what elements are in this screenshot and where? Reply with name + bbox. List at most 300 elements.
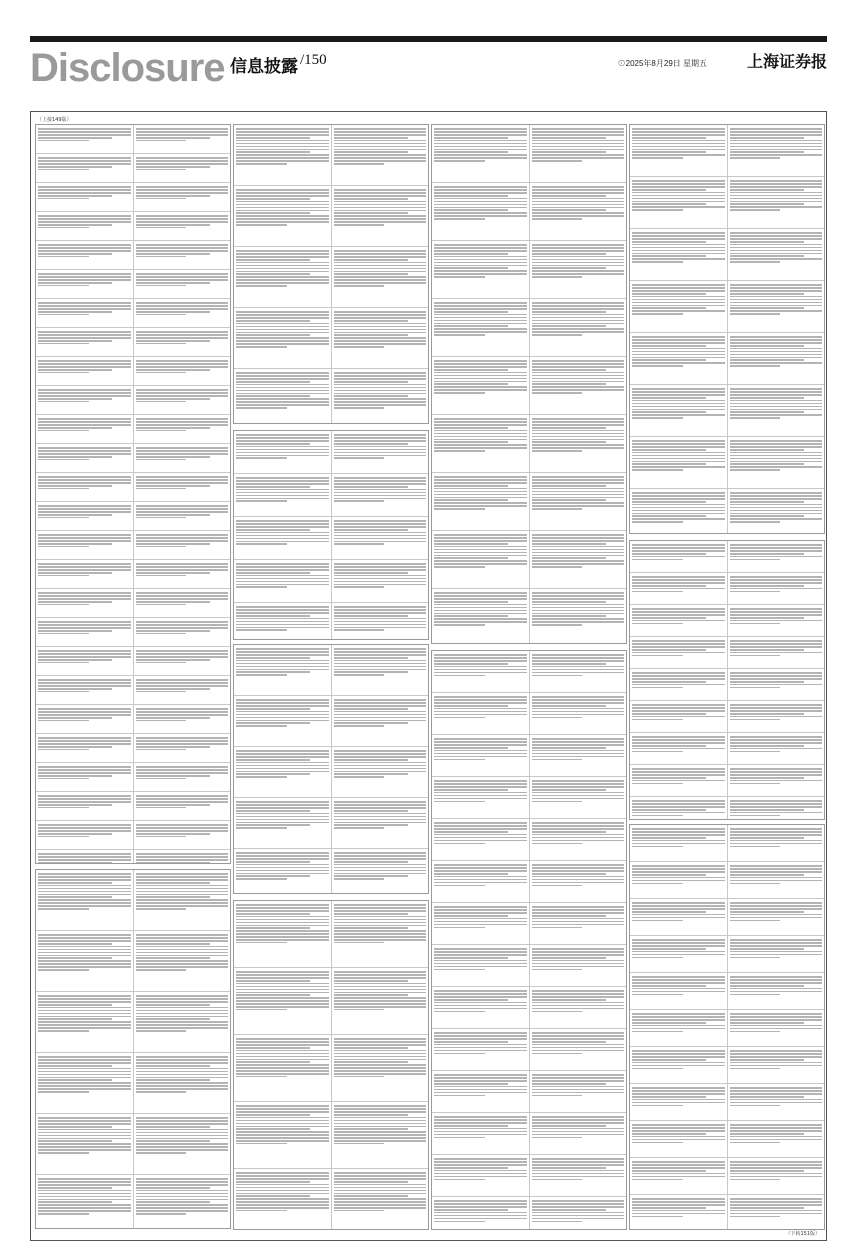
- text-line: [434, 552, 527, 554]
- text-line: [632, 1167, 725, 1169]
- text-line: [532, 273, 625, 275]
- text-line: [236, 855, 329, 857]
- text-line: [632, 365, 683, 367]
- text-line: [730, 1059, 804, 1061]
- text-line: [136, 653, 229, 655]
- text-line: [38, 285, 89, 287]
- text-line: [136, 1117, 229, 1119]
- text-line: [632, 290, 725, 292]
- table-cell: [432, 903, 529, 944]
- text-line: [136, 888, 229, 890]
- table-row: [630, 825, 824, 862]
- text-line: [334, 1190, 427, 1192]
- text-line: [334, 705, 427, 707]
- section-title: 信息披露: [230, 57, 298, 76]
- table-row: [36, 589, 230, 618]
- text-line: [730, 834, 823, 836]
- table-cell: [630, 637, 727, 668]
- table-cell: [36, 212, 133, 240]
- text-line: [532, 244, 625, 246]
- text-line: [730, 501, 804, 503]
- text-line: [136, 282, 210, 284]
- table-cell: [727, 797, 825, 820]
- text-line: [532, 198, 625, 200]
- text-line: [334, 768, 427, 770]
- text-line: [136, 517, 187, 519]
- text-line: [434, 909, 527, 911]
- text-line: [532, 320, 625, 322]
- text-line: [434, 783, 527, 785]
- text-line: [38, 955, 131, 957]
- table-cell: [331, 645, 429, 695]
- text-line: [236, 378, 329, 380]
- text-line: [730, 582, 823, 584]
- table-cell: [36, 1053, 133, 1113]
- text-line: [136, 830, 229, 832]
- text-line: [532, 831, 606, 833]
- text-line: [334, 627, 427, 629]
- text-line: [136, 1120, 229, 1122]
- table-row: [36, 531, 230, 560]
- text-line: [532, 1008, 625, 1010]
- text-line: [434, 389, 527, 391]
- text-line: [136, 1213, 187, 1215]
- text-line: [730, 258, 823, 260]
- text-line: [136, 343, 187, 345]
- text-line: [434, 747, 508, 749]
- text-line: [632, 905, 725, 907]
- text-line: [532, 613, 625, 615]
- text-line: [434, 186, 527, 188]
- table-row: [432, 241, 626, 299]
- text-line: [730, 553, 804, 555]
- text-line: [730, 840, 823, 842]
- text-line: [236, 971, 329, 973]
- text-line: [334, 722, 408, 724]
- text-line: [38, 902, 131, 904]
- text-line: [38, 575, 89, 577]
- text-line: [434, 963, 527, 965]
- text-line: [632, 1087, 725, 1089]
- text-line: [730, 296, 823, 298]
- text-line: [434, 247, 527, 249]
- text-line: [532, 546, 625, 548]
- text-line: [334, 927, 408, 929]
- text-line: [632, 623, 683, 625]
- text-line: [38, 334, 131, 336]
- text-line: [136, 1207, 229, 1209]
- text-line: [236, 151, 310, 153]
- text-line: [334, 1120, 427, 1122]
- text-line: [532, 1080, 625, 1082]
- table-row: [36, 241, 230, 270]
- text-line: [38, 1178, 131, 1180]
- text-line: [632, 783, 683, 785]
- table-cell: [727, 333, 825, 384]
- text-line: [632, 985, 706, 987]
- text-line: [632, 1201, 725, 1203]
- table-row: [36, 763, 230, 792]
- text-line: [236, 708, 310, 710]
- text-line: [632, 354, 725, 356]
- text-line: [532, 747, 606, 749]
- table-cell: [133, 821, 231, 849]
- text-line: [532, 1083, 606, 1085]
- table-row: [36, 1053, 230, 1114]
- text-line: [730, 1179, 781, 1181]
- table-cell: [36, 618, 133, 646]
- text-line: [38, 517, 89, 519]
- text-line: [532, 906, 625, 908]
- text-line: [730, 154, 823, 156]
- text-line: [532, 256, 625, 258]
- text-line: [532, 1053, 583, 1055]
- text-line: [434, 1173, 527, 1175]
- table-cell: [529, 1071, 627, 1112]
- table-cell: [36, 763, 133, 791]
- text-line: [236, 1204, 329, 1206]
- text-line: [236, 477, 329, 479]
- text-line: [730, 1093, 823, 1095]
- text-line: [434, 392, 485, 394]
- text-line: [236, 210, 329, 212]
- table-row: [630, 765, 824, 797]
- text-line: [730, 232, 823, 234]
- text-line: [730, 908, 823, 910]
- text-line: [532, 212, 625, 214]
- text-line: [136, 569, 229, 571]
- text-line: [38, 772, 131, 774]
- text-line: [434, 1032, 527, 1034]
- text-line: [632, 1216, 683, 1218]
- text-line: [38, 401, 89, 403]
- table-cell: [630, 936, 727, 972]
- text-line: [236, 1143, 287, 1145]
- text-line: [136, 546, 187, 548]
- page-number: /150: [300, 52, 327, 68]
- text-line: [136, 215, 229, 217]
- text-line: [136, 824, 229, 826]
- text-line: [730, 1201, 823, 1203]
- table-cell: [36, 560, 133, 588]
- text-line: [532, 140, 625, 142]
- text-line: [730, 655, 781, 657]
- text-line: [236, 265, 329, 267]
- text-line: [532, 1119, 625, 1121]
- text-line: [334, 699, 427, 701]
- text-line: [434, 265, 527, 267]
- text-line: [434, 137, 508, 139]
- text-line: [632, 498, 725, 500]
- text-line: [38, 128, 131, 130]
- text-line: [532, 497, 625, 499]
- text-line: [236, 992, 329, 994]
- text-line: [532, 993, 625, 995]
- text-line: [38, 1091, 89, 1093]
- text-line: [532, 540, 625, 542]
- text-line: [730, 1213, 823, 1215]
- text-line: [434, 1047, 527, 1049]
- text-line: [632, 1207, 706, 1209]
- table-cell: [331, 247, 429, 307]
- text-line: [632, 143, 725, 145]
- text-line: [434, 209, 508, 211]
- text-line: [334, 268, 427, 270]
- table-cell: [133, 241, 231, 269]
- table-cell: [630, 973, 727, 1009]
- text-line: [730, 521, 781, 523]
- table-row: [630, 1195, 824, 1230]
- text-line: [334, 933, 427, 935]
- text-line: [730, 463, 804, 465]
- text-line: [38, 691, 89, 693]
- table-row: [630, 701, 824, 733]
- text-line: [136, 218, 229, 220]
- text-line: [136, 334, 229, 336]
- text-line: [236, 1000, 329, 1002]
- text-line: [632, 261, 683, 263]
- table-cell: [36, 705, 133, 733]
- text-line: [532, 789, 606, 791]
- text-line: [532, 317, 625, 319]
- text-line: [136, 1007, 229, 1009]
- text-line: [236, 273, 310, 275]
- text-line: [236, 192, 329, 194]
- table-cell: [36, 870, 133, 930]
- text-line: [434, 195, 508, 197]
- text-line: [334, 575, 427, 577]
- table-cell: [36, 992, 133, 1052]
- text-line: [434, 885, 485, 887]
- text-line: [434, 750, 527, 752]
- text-line: [632, 914, 725, 916]
- text-line: [632, 828, 725, 830]
- text-line: [434, 308, 527, 310]
- text-line: [632, 362, 725, 364]
- text-line: [730, 559, 781, 561]
- text-line: [434, 801, 485, 803]
- table-row: [234, 474, 428, 517]
- text-line: [236, 870, 329, 872]
- text-line: [38, 1074, 131, 1076]
- text-line: [434, 879, 527, 881]
- text-line: [632, 409, 725, 411]
- text-line: [434, 744, 527, 746]
- text-line: [334, 858, 427, 860]
- table-cell: [36, 647, 133, 675]
- text-line: [236, 725, 287, 727]
- text-line: [434, 996, 527, 998]
- text-line: [434, 259, 527, 261]
- text-line: [136, 1178, 229, 1180]
- text-line: [236, 624, 329, 626]
- text-line: [532, 508, 583, 510]
- text-line: [334, 201, 427, 203]
- text-line: [434, 479, 527, 481]
- text-line: [38, 1132, 131, 1134]
- text-line: [136, 430, 187, 432]
- text-line: [730, 591, 781, 593]
- text-line: [136, 1001, 229, 1003]
- text-line: [730, 751, 781, 753]
- text-line: [136, 169, 187, 171]
- table-cell: [36, 270, 133, 298]
- text-line: [236, 852, 329, 854]
- text-line: [136, 488, 187, 490]
- text-line: [38, 1146, 131, 1148]
- text-line: [38, 952, 131, 954]
- text-line: [334, 878, 385, 880]
- text-line: [730, 1167, 823, 1169]
- text-line: [730, 976, 823, 978]
- table-cell: [331, 1035, 429, 1101]
- text-line: [236, 157, 329, 159]
- table-row: [36, 931, 230, 992]
- text-line: [434, 154, 527, 156]
- text-line: [38, 807, 89, 809]
- text-line: [730, 939, 823, 941]
- text-line: [632, 1093, 725, 1095]
- text-line: [136, 244, 229, 246]
- text-line: [236, 824, 310, 826]
- text-line: [434, 1131, 527, 1133]
- text-line: [334, 1198, 427, 1200]
- text-line: [136, 1140, 210, 1142]
- text-line: [434, 201, 527, 203]
- text-line: [730, 299, 823, 301]
- table-row: [234, 1102, 428, 1169]
- table-cell: [432, 735, 529, 776]
- text-line: [334, 378, 427, 380]
- text-line: [730, 250, 823, 252]
- table-row: [630, 973, 824, 1010]
- text-line: [334, 910, 427, 912]
- text-line: [236, 311, 329, 313]
- text-line: [532, 253, 606, 255]
- text-line: [434, 430, 527, 432]
- text-line: [136, 195, 210, 197]
- text-line: [136, 934, 229, 936]
- text-line: [334, 1076, 385, 1078]
- text-line: [236, 541, 329, 543]
- table-row: [234, 901, 428, 968]
- text-line: [236, 146, 329, 148]
- text-line: [334, 520, 427, 522]
- text-line: [334, 372, 427, 374]
- text-line: [38, 1213, 89, 1215]
- text-line: [532, 828, 625, 830]
- text-line: [236, 933, 329, 935]
- text-line: [434, 508, 485, 510]
- text-line: [38, 1082, 131, 1084]
- text-line: [632, 455, 725, 457]
- text-line: [730, 914, 823, 916]
- text-line: [532, 259, 625, 261]
- text-line: [632, 154, 725, 156]
- table-cell: [727, 125, 825, 176]
- text-line: [334, 343, 427, 345]
- text-line: [434, 557, 508, 559]
- text-line: [632, 313, 683, 315]
- text-line: [632, 920, 683, 922]
- text-line: [434, 1038, 527, 1040]
- table-cell: [331, 798, 429, 848]
- text-line: [532, 963, 625, 965]
- text-line: [236, 538, 329, 540]
- table-row: [432, 1155, 626, 1197]
- text-line: [236, 1061, 310, 1063]
- text-line: [532, 669, 625, 671]
- text-line: [632, 719, 683, 721]
- text-line: [730, 157, 781, 159]
- text-line: [632, 834, 725, 836]
- text-line: [334, 606, 427, 608]
- table-cell: [234, 849, 331, 894]
- text-line: [434, 1119, 527, 1121]
- text-line: [434, 843, 485, 845]
- text-line: [236, 154, 329, 156]
- text-line: [434, 753, 527, 755]
- text-line: [236, 1114, 310, 1116]
- text-line: [532, 1167, 606, 1169]
- text-line: [532, 134, 625, 136]
- text-line: [136, 949, 229, 951]
- text-line: [38, 247, 131, 249]
- text-line: [38, 630, 112, 632]
- text-line: [38, 1016, 131, 1018]
- text-line: [730, 253, 823, 255]
- text-line: [236, 875, 310, 877]
- text-line: [532, 1011, 583, 1013]
- table-cell: [529, 693, 627, 734]
- text-line: [434, 1218, 527, 1220]
- table-cell: [133, 1053, 231, 1113]
- text-line: [632, 777, 706, 779]
- text-line: [334, 401, 427, 403]
- text-line: [136, 131, 229, 133]
- table-cell: [529, 473, 627, 530]
- table-row: [234, 747, 428, 798]
- text-line: [532, 618, 625, 620]
- table-row: [630, 1047, 824, 1084]
- text-line: [236, 381, 310, 383]
- text-line: [38, 876, 131, 878]
- text-line: [236, 666, 329, 668]
- table-cell: [133, 1175, 231, 1229]
- table-cell: [234, 747, 331, 797]
- text-line: [532, 485, 606, 487]
- text-line: [334, 143, 427, 145]
- table-cell: [432, 183, 529, 240]
- text-line: [334, 1204, 427, 1206]
- text-line: [38, 621, 131, 623]
- table-cell: [36, 502, 133, 530]
- text-line: [236, 974, 329, 976]
- text-line: [532, 372, 625, 374]
- text-line: [434, 360, 527, 362]
- text-line: [730, 954, 823, 956]
- text-line: [236, 346, 287, 348]
- comparison-table: [629, 124, 825, 534]
- comparison-table: [233, 900, 429, 1230]
- text-line: [434, 825, 527, 827]
- text-line: [334, 541, 427, 543]
- text-line: [730, 354, 823, 356]
- text-line: [38, 604, 89, 606]
- text-line: [730, 611, 823, 613]
- table-row: [630, 1121, 824, 1158]
- table-cell: [36, 792, 133, 820]
